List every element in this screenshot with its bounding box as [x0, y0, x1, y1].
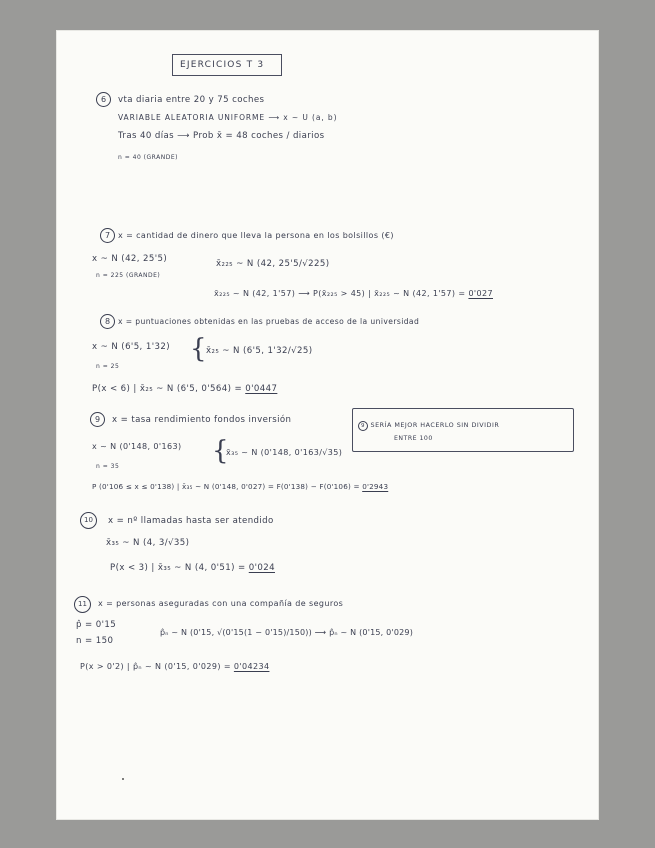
exercise-10-expression: P(x < 3) | x̄₃₅ ~ N (4, 0'51) = [110, 563, 246, 573]
exercise-11-line-2: p̂ = 0'15 [76, 620, 117, 630]
exercise-6-number: 6 [96, 92, 111, 107]
exercise-11-expression: P(x > 0'2) | p̂ₙ ~ N (0'15, 0'029) = [80, 662, 231, 671]
exercise-6-line-4: n = 40 (GRANDE) [118, 154, 178, 161]
exercise-8-line-3: n = 25 [96, 363, 120, 370]
exercise-10-line-2: x̄₃₅ ~ N (4, 3/√35) [106, 538, 190, 548]
exercise-7-line-2: x ~ N (42, 25'5) [92, 254, 168, 264]
exercise-8-result: 0'0447 [245, 384, 278, 394]
exercise-11-line-3: n = 150 [76, 636, 114, 646]
exercise-7-expression: x̄₂₂₅ ~ N (42, 1'57) ⟶ P(x̄₂₂₅ > 45) | x̄₂₂₅ ~ N (42, 1'57) = [214, 289, 466, 298]
exercise-10-line-1: x = nº llamadas hasta ser atendido [108, 516, 274, 526]
exercise-11-number: 11 [74, 596, 91, 613]
exercise-9-line-3: n = 35 [96, 463, 120, 470]
exercise-9-line-5 [92, 482, 388, 492]
exercise-9-line-4: x̄₃₅ ~ N (0'148, 0'163/√35) [226, 448, 343, 457]
exercise-6-line-1: vta diaria entre 20 y 75 coches [118, 95, 265, 105]
exercise-6-line-3: Tras 40 días ⟶ Prob x̄ = 48 coches / diarios [118, 131, 325, 141]
exercise-8-line-5 [92, 384, 277, 394]
exercise-11-line-4: p̂ₙ ~ N (0'15, √(0'15(1 − 0'15)/150)) ⟶ p̂ₙ ~ N (0'15, 0'029) [160, 628, 414, 637]
exercise-9-brace: { [212, 436, 229, 466]
exercise-11-line-5 [80, 662, 269, 672]
exercise-9-note-line-2: ENTRE 100 [394, 435, 433, 442]
exercise-8-line-1: x = puntuaciones obtenidas en las pruebas de acceso de la universidad [118, 317, 420, 326]
exercise-10-number: 10 [80, 512, 97, 529]
exercise-6-line-2: VARIABLE ALEATORIA UNIFORME ⟶ x ~ U (a, b) [118, 113, 338, 122]
exercise-9-expression: P (0'106 ≤ x ≤ 0'138) | x̄₃₅ ~ N (0'148, 0'027) = F(0'138) − F(0'106) = [92, 482, 360, 491]
exercise-7-line-3: n = 225 (GRANDE) [96, 272, 161, 279]
exercise-9-line-2: x ~ N (0'148, 0'163) [92, 442, 182, 451]
exercise-7-result: 0'027 [468, 289, 493, 298]
exercise-7-line-1: x = cantidad de dinero que lleva la persona en los bolsillos (€) [118, 231, 394, 240]
exercise-8-line-2: x ~ N (6'5, 1'32) [92, 342, 170, 352]
exercise-8-brace: { [190, 334, 207, 364]
exercise-9-result: 0'2943 [362, 482, 389, 491]
exercise-10-result: 0'024 [248, 563, 275, 573]
pen-mark [122, 778, 124, 780]
exercise-11-line-1: x = personas aseguradas con una compañía de seguros [98, 599, 344, 608]
exercise-9-line-1: x = tasa rendimiento fondos inversión [112, 415, 292, 425]
exercise-8-line-4: x̄₂₅ ~ N (6'5, 1'32/√25) [206, 346, 313, 356]
exercise-8-expression: P(x < 6) | x̄₂₅ ~ N (6'5, 0'564) = [92, 384, 243, 394]
page-title: EJERCICIOS T 3 [180, 60, 265, 70]
exercise-8-number: 8 [100, 314, 115, 329]
exercise-9-number: 9 [90, 412, 105, 427]
notebook-page [56, 30, 599, 820]
exercise-9-note-line-1 [358, 420, 499, 431]
exercise-7-number: 7 [100, 228, 115, 243]
exercise-11-result: 0'04234 [233, 662, 270, 671]
exercise-9-note-number: 9 [358, 421, 368, 431]
exercise-7-line-5 [214, 289, 493, 299]
exercise-7-line-4: x̄₂₂₅ ~ N (42, 25'5/√225) [216, 259, 330, 269]
exercise-10-line-3 [110, 563, 275, 573]
exercise-9-note-text-1: SERÍA MEJOR HACERLO SIN DIVIDIR [370, 421, 500, 429]
